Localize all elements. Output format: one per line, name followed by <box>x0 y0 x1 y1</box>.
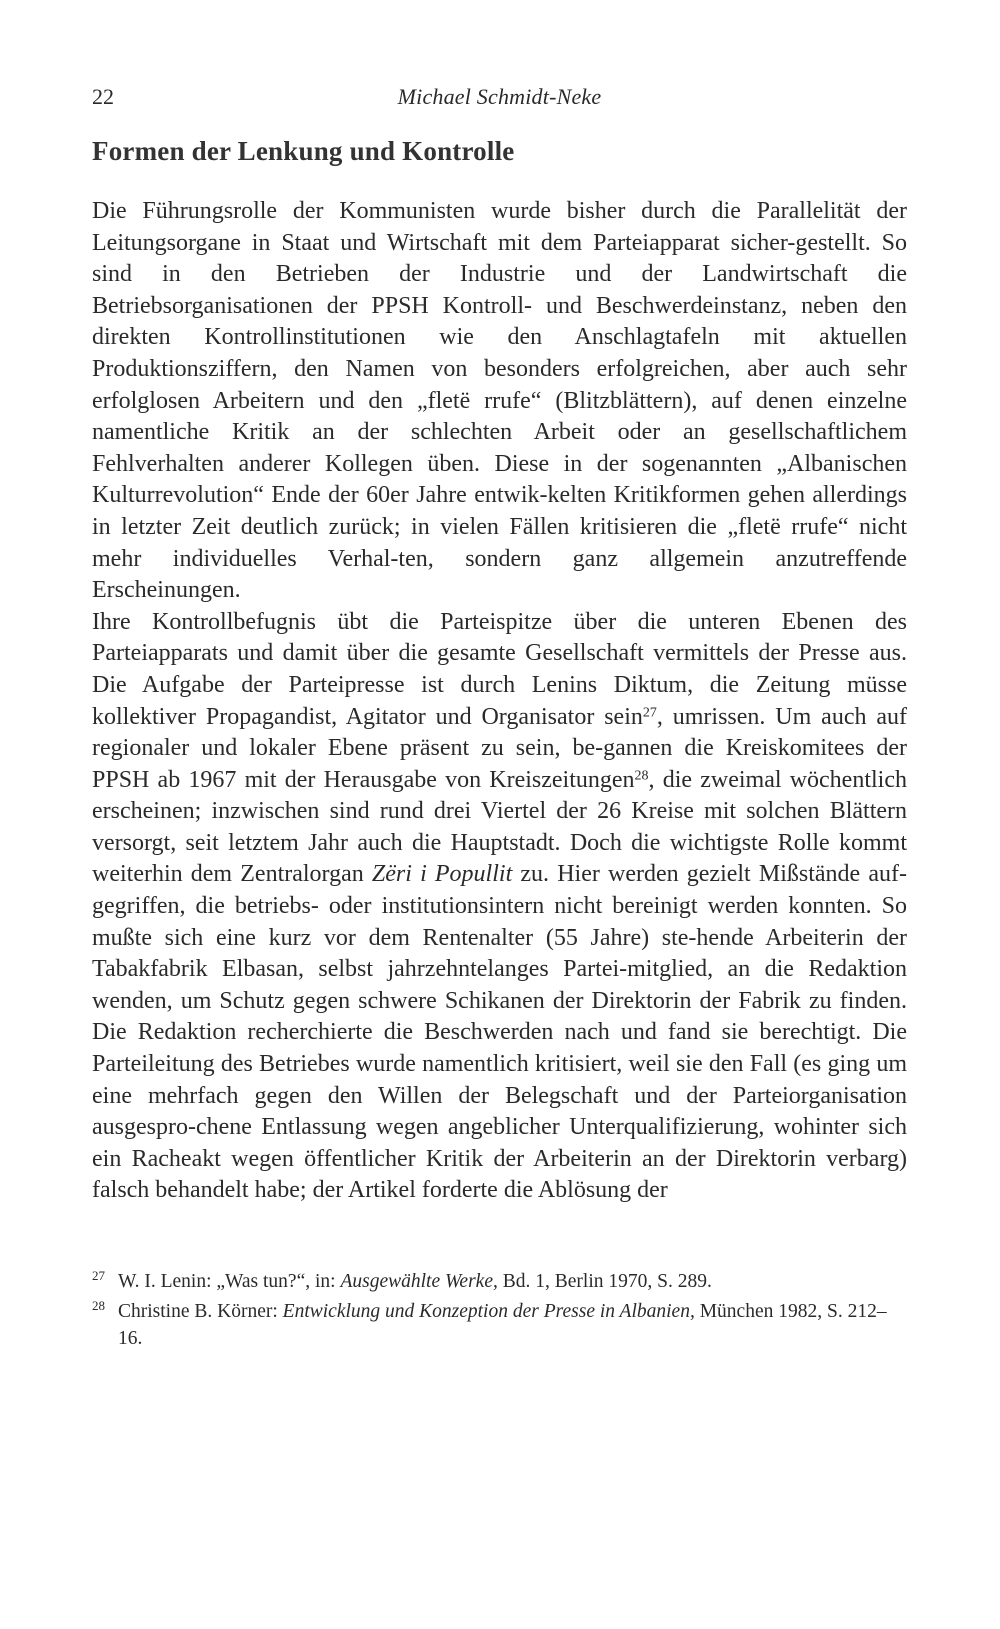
paragraph-1: Die Führungsrolle der Kommunisten wurde bisher durch die Parallelität der Leitungsorgane in Staat und Wirtschaft mit dem Parteiapparat sicher-gestellt. So sind in den Betrieben der Industrie und der Landwirtschaft die Betriebsorganisationen der PPSH Kontroll- und Beschwerdeinstanz, neben den direkten Kontrollinstitutionen wie den Anschlagtafeln mit aktuellen Produktionsziffern, den Namen von besonders erfolgreichen, aber auch sehr erfolglosen Arbeitern und den „fletë rrufe“ (Blitzblättern), auf denen einzelne namentliche Kritik an der schlechten Arbeit oder an gesellschaftlichem Fehlverhalten anderer Kollegen üben. Diese in der sogenannten „Albanischen Kulturrevolution“ Ende der 60er Jahre entwik-kelten Kritikformen gehen allerdings in letzter Zeit deutlich zurück; in vielen Fällen kritisieren die „fletë rrufe“ nicht mehr individuelles Verhal-ten, sondern ganz allgemein anzutreffende Erscheinungen. <box>92 198 907 604</box>
paragraph-2-segment-2: , umrissen. Um auch auf regionaler und lokaler Ebene präsent zu sein, be-gannen die Kreiskomitees der PPSH ab 1967 mit der Herausgabe von Kreiszeitungen <box>92 703 908 793</box>
footnote-reference-28[interactable]: 28 <box>634 768 649 783</box>
paragraph-2 <box>92 607 907 1207</box>
paragraph-2-segment-1: Ihre Kontrollbefugnis übt die Parteispitze über die unteren Ebenen des Parteiapparats und damit über die gesamte Gesellschaft vermittels der Presse aus. Die Aufgabe der Parteipresse ist durch Lenins Diktum, die Zeitung müsse kollektiver Propagandist, Agitator und Organisator sein <box>92 608 907 730</box>
footnote-book-title: Entwicklung und Konzeption der Presse in Albanien, <box>282 1301 695 1322</box>
footnote-details: München 1982, S. 212–16. <box>118 1301 887 1349</box>
paragraph-2-segment-4: zu. Hier werden gezielt Mißstände auf-gegriffen, die betriebs- oder institutionsintern nicht bereinigt werden konnten. So mußte sich eine kurz vor dem Rentenalter (55 Jahre) ste-hende Arbeiterin der Tabakfabrik Elbasan, selbst jahrzehntelanges Partei-mitglied, an die Redaktion wenden, um Schutz gegen schwere Schikanen der Direktorin der Fabrik zu finden. Die Redaktion recherchierte die Beschwerden nach und fand sie berechtigt. Die Parteileitung des Betriebes wurde namentlich kritisiert, weil sie den Fall (es ging um eine mehrfach gegen den Willen der Belegschaft und der Parteiorganisation ausgespro-chene Entlassung wegen angeblicher Unterqualifizierung, wohinter sich ein Racheakt wegen öffentlicher Kritik der Arbeiterin an der Direktorin verbarg) falsch behandelt habe; der Artikel forderte die Ablösung der <box>92 861 907 1204</box>
footnote-details: Bd. 1, Berlin 1970, S. 289. <box>497 1271 712 1292</box>
running-head-author: Michael Schmidt-Neke <box>397 84 602 109</box>
body-text <box>92 196 907 1207</box>
footnote-reference-27[interactable]: 27 <box>642 704 657 720</box>
footnote-book-title: Ausgewählte Werke, <box>340 1271 498 1292</box>
page-number: 22 <box>92 84 114 109</box>
footnote-text: Christine B. Körner: <box>118 1301 283 1322</box>
footnote-number: 28 <box>92 1298 105 1313</box>
section-heading: Formen der Lenkung und Kontrolle <box>92 136 515 166</box>
newspaper-title: Zëri i Popullit <box>371 861 513 888</box>
footnote-27 <box>92 1268 907 1295</box>
running-header <box>92 84 907 118</box>
footnote-28 <box>92 1298 907 1352</box>
footnote-number: 27 <box>92 1268 105 1283</box>
footnotes <box>92 1268 907 1355</box>
paragraph-2-segment-3: , die zweimal wöchentlich erscheinen; inzwischen sind rund drei Viertel der 26 Kreise mit solchen Blättern versorgt, seit letztem Jahr auch die Hauptstadt. Doch die wichtigste Rolle kommt weiterhin dem Zentralorgan <box>92 766 907 888</box>
footnote-text: W. I. Lenin: „Was tun?“, in: <box>118 1271 341 1292</box>
